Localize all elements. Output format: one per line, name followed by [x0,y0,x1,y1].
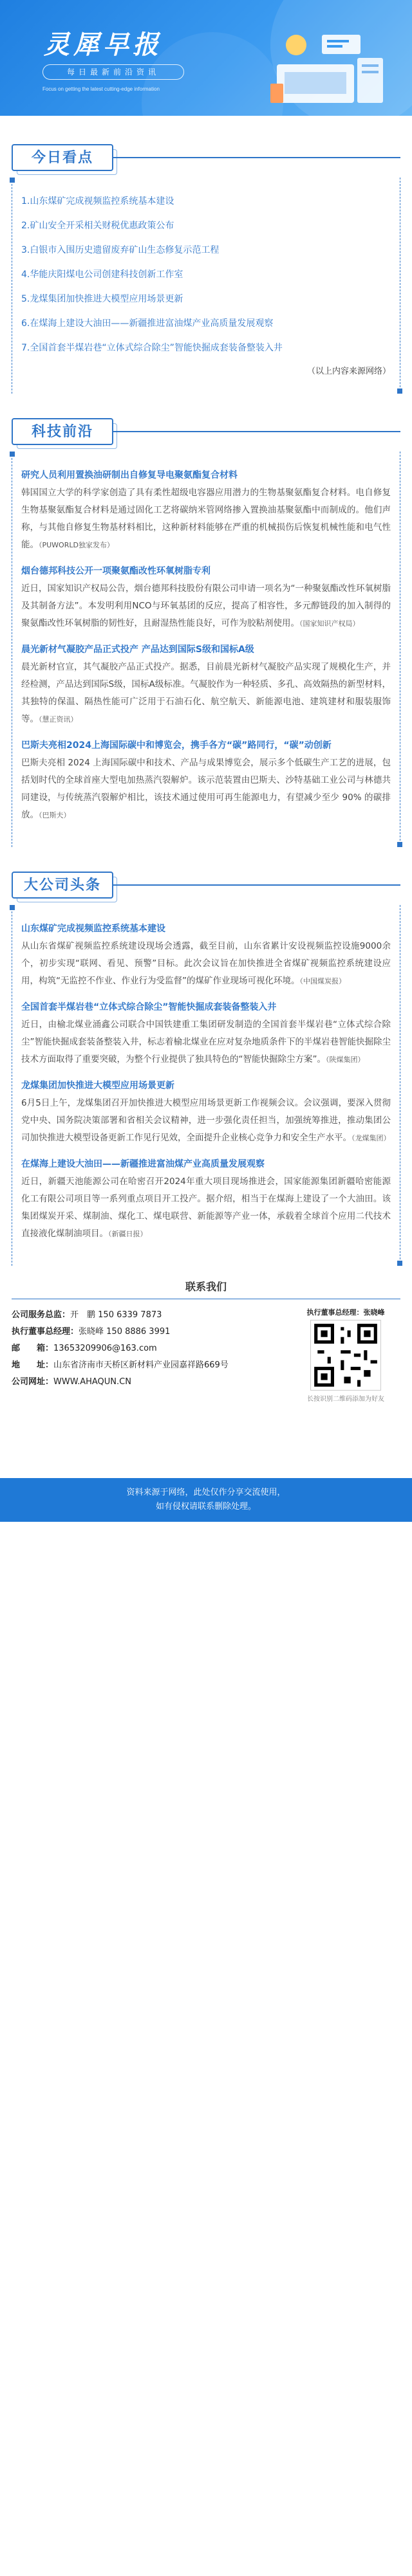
section-header-tech [0,413,412,452]
toc-item[interactable]: 5.龙煤集团加快推进大模型应用场景更新 [21,294,183,304]
article-title[interactable]: 龙煤集团加快推进大模型应用场景更新 [21,1081,174,1091]
article-body: 晨光新材官宣，其气凝胶产品正式投产。据悉，目前晨光新材气凝胶产品实现了规模化生产，并经检测，产品达到国际S级，国标A级标准。气凝胶作为一种轻质、多孔、高效隔热的新型材料，其独特的保温、隔热性能可广泛用于石油石化、航空航天、新能源电池、建筑建材和服装服饰等。（慧正资讯） [21,662,391,724]
article-body: 6月5日上午，龙煤集团召开加快推进大模型应用场景更新工作视频会议。会议强调，要深入贯彻党中央、国务院决策部署和省相关会议精神，进一步强化责任担当，加强统筹推进，推动集团公司加快推进大模型设备更新工作见行见效，全面提升企业核心竞争力和安全生产水平。（龙煤集团） [21,1098,391,1143]
article [21,467,391,554]
toc-item[interactable]: 2.矿山安全开采相关财税优惠政策公布 [21,221,174,231]
company-articles [12,905,400,1266]
article [21,1077,391,1147]
contact-row[interactable]: 公司网址：WWW.AHAQUN.CN [12,1377,131,1387]
contact-section [12,1266,400,1459]
article-body: 近日，新疆天池能源公司在哈密召开2024年重大项目现场推进会，国家能源集团新疆哈密能源化工有限公司项目等一系列重点项目开工投产。据介绍，相当于在煤海上建设了一个大油田。该集团煤炭开采、煤制油、煤化工、煤电联营、新能源等产业一体，承载着全球首个应用二代技术直接液化煤制油项目。（新疆日报） [21,1176,391,1239]
article-title[interactable]: 山东煤矿完成视频监控系统基本建设 [21,924,165,934]
header-banner [0,0,412,116]
office-illustration-icon [251,19,393,109]
footer-line: 资料来源于网络，此处仅作分享交流使用， [126,1488,286,1497]
footer-line: 如有侵权请联系删除处理。 [155,1502,256,1512]
contact-info [12,1307,282,1391]
article-title[interactable]: 在煤海上建设大油田——新疆推进富油煤产业高质量发展观察 [21,1159,265,1169]
toc-item[interactable]: 3.白银市入围历史遗留废弃矿山生态修复示范工程 [21,245,220,255]
article-body: 巴斯夫亮相 2024 上海国际碳中和技术、产品与成果博览会，展示多个低碳生产工艺的进展，包括划时代的全球首座大型电加热蒸汽裂解炉。该示范装置由巴斯夫、沙特基础工业公司与林德共同建设，与传统蒸汽裂解炉相比，该技术通过使用可再生能源电力，有望减少至少 90% 的碳排放。（巴斯夫） [21,758,391,820]
article-title[interactable]: 晨光新材气凝胶产品正式投产 产品达到国际S级和国标A级 [21,644,254,655]
section-header-company [0,866,412,905]
qr-heading: 执行董事总经理：张晓峰 [306,1308,385,1317]
brand-title: 灵犀早报 [44,30,162,60]
section-header-today [0,139,412,178]
article-source: （中国煤炭报） [299,977,346,985]
qr-code-icon[interactable] [310,1320,381,1391]
article-title[interactable]: 巴斯夫亮相2024上海国际碳中和博览会，携手各方“碳”路同行，“碳”动创新 [21,740,332,751]
toc-item[interactable]: 6.在煤海上建设大油田——新疆推进富油煤产业高质量发展观察 [21,318,274,329]
article-body: 近日，国家知识产权局公告，烟台德邦科技股份有限公司申请一项名为“一种聚氨酯改性环氧树脂及其制备方法”。本发明利用NCO与环氧基团的反应，提高了相容性，多元醇链段的加入制得的聚氨酯改性环氧树脂的韧性好，且耐湿热性能良好，可作为胶粘剂使用。（国家知识产权局） [21,583,391,628]
article-title[interactable]: 烟台德邦科技公开一项聚氨酯改性环氧树脂专利 [21,566,211,576]
toc-item[interactable]: 7.全国首套半煤岩巷“立体式综合除尘”智能快掘成套装备整装入井 [21,343,283,353]
article-source: （巴斯夫） [39,811,71,819]
article-title[interactable]: 全国首套半煤岩巷“立体式综合除尘”智能快掘成套装备整装入井 [21,1002,277,1012]
tech-articles [12,452,400,847]
article-title[interactable]: 研究人员利用置换油研制出自修复导电聚氨酯复合材料 [21,470,238,480]
contact-row: 公司服务总监：开 鹏 150 6339 7873 [12,1310,162,1320]
article [21,1156,391,1243]
footer-disclaimer [0,1478,412,1522]
section-title: 今日看点 [12,144,113,171]
article [21,563,391,632]
article-source: （PUWORLD独家发布） [39,541,114,549]
today-list [12,178,400,394]
contact-row: 地 址：山东省济南市天桥区新材料产业园嘉祥路669号 [12,1360,229,1370]
qr-caption: 长按识别二维码添加为好友 [307,1396,384,1403]
article [21,737,391,824]
article [21,641,391,728]
subtitle-en: Focus on getting the latest cutting-edge information [42,86,160,92]
contact-row[interactable]: 邮 箱：13653209906@163.com [12,1344,157,1353]
toc-item[interactable]: 1.山东煤矿完成视频监控系统基本建设 [21,196,174,206]
article-source: （国家知识产权局） [299,619,360,628]
contact-row: 执行董事总经理：张晓峰 150 8886 3991 [12,1327,171,1337]
contact-title: 联系我们 [12,1279,400,1299]
source-note: （以上内容来源网络） [306,367,391,376]
article-source: （慧正资讯） [39,715,78,724]
tagline: 每日最新前沿资讯 [42,64,184,80]
toc-item[interactable]: 4.华能庆阳煤电公司创建科技创新工作室 [21,269,183,280]
article [21,999,391,1068]
section-title: 科技前沿 [12,418,113,445]
article-source: （新疆日报） [108,1230,147,1238]
section-title: 大公司头条 [12,872,113,899]
article-source: （陕煤集团） [326,1055,365,1064]
article-source: （龙煤集团） [351,1134,391,1142]
qr-panel [291,1307,400,1403]
article-body: 近日，由榆北煤业涌鑫公司联合中国铁建重工集团研发制造的全国首套半煤岩巷“立体式综合除尘”智能快掘成套装备整装入井，标志着榆北煤业在应对复杂地质条件下的半煤岩巷智能快掘除尘技术方面取得了重要突破，为整个行业提供了独具特色的“智能快掘除尘方案”。（陕煤集团） [21,1019,391,1064]
article [21,920,391,990]
article-body: 从山东省煤矿视频监控系统建设现场会透露，截至目前，山东省累计安设视频监控设施9000余个，初步实现“联网、看见、预警”目标。此次会议旨在加快推进全省煤矿视频监控系统建设应用，构筑“无监控不作业、作业行为受监督”的煤矿作业现场可视化环境。（中国煤炭报） [21,941,391,986]
article-body: 韩国国立大学的科学家创造了具有柔性超级电容器应用潜力的生物基聚氨酯复合材料。电自修复生物基聚氨酯复合材料是通过固化工艺将碳纳米管网络掺入置换油基聚氨酯中而制成的。他们声称，与其他自修复生物基材料相比，这种新材料能够在严重的机械损伤后恢复机械性能和电气性能。（PUWORLD独家发布） [21,488,391,550]
